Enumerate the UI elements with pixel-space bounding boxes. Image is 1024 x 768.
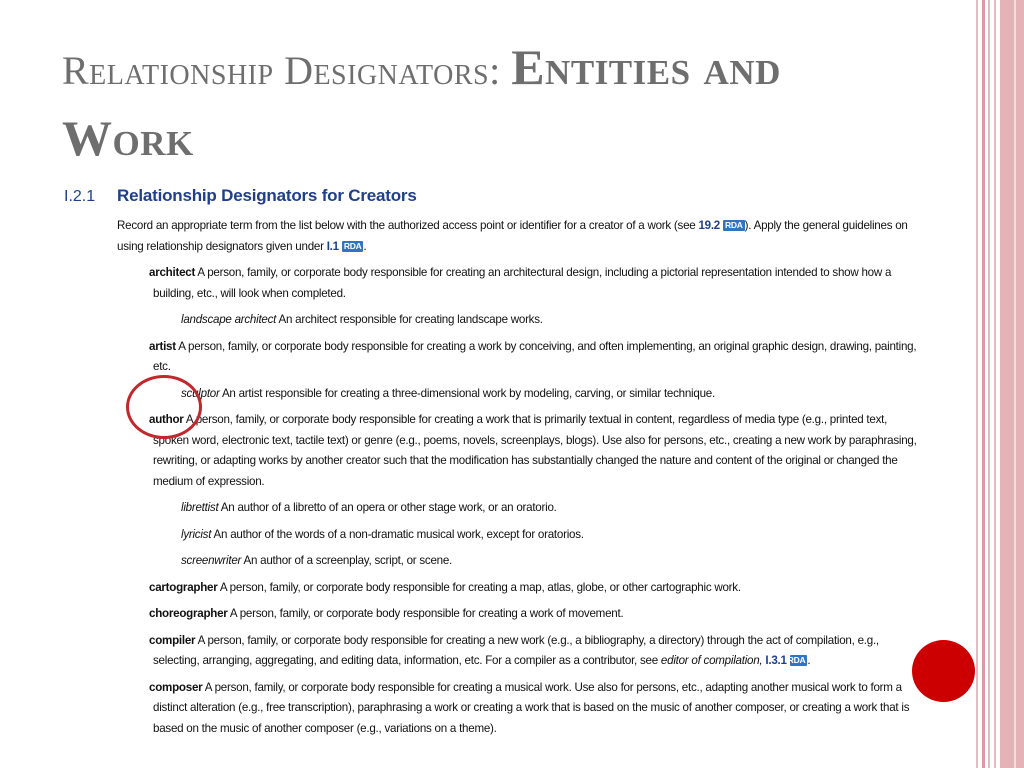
document-excerpt — [64, 186, 924, 739]
definition: A person, family, or corporate body responsible for creating a work by conceiving, and often implementing, an original graphic design, drawing, painting, etc. — [153, 339, 917, 373]
term: author — [149, 413, 184, 426]
entry-author — [149, 410, 925, 492]
definition: A person, family, or corporate body responsible for creating an architectural design, including a pictorial representation intended to show how a building, etc., will look when completed. — [153, 266, 892, 300]
entry-cartographer — [149, 578, 925, 599]
entry-artist — [149, 337, 925, 378]
entry-composer — [149, 678, 925, 740]
entry-sculptor — [181, 384, 925, 405]
rda-badge[interactable]: RDA — [725, 220, 743, 230]
term: lyricist — [181, 527, 212, 541]
entry-compiler — [149, 631, 925, 672]
definition: An author of a screenplay, script, or scene. — [243, 554, 453, 567]
red-circle-decoration — [912, 640, 975, 702]
slide-title — [62, 38, 922, 180]
slide-title-part2: Entities and Work — [62, 39, 781, 166]
ref-link[interactable]: I.1 — [326, 240, 339, 253]
decorative-stripes — [976, 0, 1024, 768]
definition: An author of a libretto of an opera or other stage work, or an oratorio. — [220, 501, 557, 514]
intro-text: Record an appropriate term from the list below with the authorized access point or identifier for a creator of a work (see — [117, 219, 699, 232]
ref-link[interactable]: 19.2 — [698, 219, 721, 232]
term: librettist — [181, 501, 219, 514]
rda-badge[interactable]: RDA — [787, 655, 806, 665]
definition: A person, family, or corporate body responsible for creating a musical work. Use also for persons, etc., adapting another musical work to form a distinct alteration (e.g., free transcription), paraphrasing a work or creating a work that is based on the music of another composer, or creating a work that is based on the music of another composer (e.g., variations on a theme). — [153, 680, 910, 735]
slide-title-part1: Relationship Designators: — [62, 48, 512, 93]
section-number: I.2.1 — [64, 188, 96, 205]
entry-landscape-architect — [181, 310, 925, 331]
term: sculptor — [181, 386, 220, 400]
term: screenwriter — [181, 554, 242, 567]
term: composer — [149, 680, 203, 694]
intro-text: ). Apply the general guidelines on using relationship designators given under — [117, 219, 908, 253]
section-title: Relationship Designators for Creators — [117, 186, 417, 205]
definition: A person, family, or corporate body responsible for creating a work that is primarily textual in content, regardless of media type (e.g., printed text, spoken word, electronic text, tactile text) or genre (e.g., poems, novels, screenplays, blogs). Use also for persons, etc., creating a new work by paraphrasing, rewriting, or adapting works by another creator such that the modification has substantially changed the nature and content of the original or changed the medium of expression. — [153, 413, 917, 488]
entry-choreographer — [149, 604, 925, 625]
definition: An author of the words of a non-dramatic musical work, except for oratorios. — [213, 527, 584, 541]
rda-badge[interactable]: RDA — [343, 241, 362, 251]
term: landscape architect — [181, 313, 277, 326]
see-term: editor of compilation, — [660, 654, 763, 667]
section-intro — [117, 215, 924, 257]
highlight-circle — [126, 375, 202, 439]
term: artist — [149, 339, 176, 353]
definition: An artist responsible for creating a three-dimensional work by modeling, carving, or similar technique. — [221, 386, 715, 400]
entry-librettist — [181, 498, 925, 519]
term: choreographer — [149, 607, 228, 620]
ref-link[interactable]: I.3.1 — [765, 654, 787, 667]
definition: A person, family, or corporate body responsible for creating a map, atlas, globe, or other cartographic work. — [219, 580, 741, 594]
intro-text: . — [363, 240, 367, 253]
section-heading — [64, 186, 924, 206]
definition: An architect responsible for creating landscape works. — [278, 313, 543, 326]
entry-screenwriter — [181, 551, 925, 572]
definition-end: . — [807, 654, 811, 667]
entry-architect — [149, 263, 925, 304]
term: cartographer — [149, 580, 218, 594]
term: compiler — [149, 633, 196, 647]
definition: A person, family, or corporate body responsible for creating a new work (e.g., a bibliography, a directory) through the act of compilation, e.g., selecting, arranging, aggregating, and editing data, information, etc. For a compiler as a contributor, see — [153, 633, 879, 667]
entry-lyricist — [181, 525, 925, 546]
term: architect — [149, 266, 196, 279]
definition: A person, family, or corporate body responsible for creating a work of movement. — [229, 607, 624, 620]
